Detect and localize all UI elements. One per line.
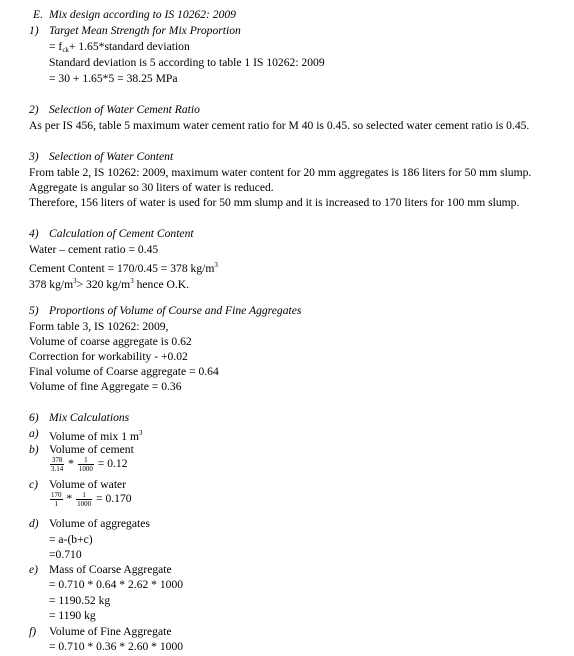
s3-line-1: From table 2, IS 10262: 2009, maximum water content for 20 mm aggregates is 186 liters for 50 mm slump. (29, 166, 532, 179)
s6-d-line-2: =0.710 (49, 548, 82, 561)
s6-b-result: = 0.12 (97, 457, 128, 471)
s6-c-f2-denominator: 1000 (77, 500, 92, 508)
s6-number: 6) (29, 411, 39, 424)
s1-formula-pre: = f (49, 40, 63, 53)
s6-c-letter: c) (29, 478, 39, 491)
s4-line-3-a: 378 kg/m (29, 278, 74, 291)
s5-line-2: Volume of coarse aggregate is 0.62 (29, 335, 192, 348)
s4-line-3-cube-b: 3 (130, 277, 134, 285)
s6-e-line-2: = 1190.52 kg (49, 594, 111, 607)
s6-c-operator: * (66, 492, 73, 506)
s6-a-label: Volume of mix 1 m (49, 430, 139, 443)
s6-e-text: Mass of Coarse Aggregate (49, 563, 172, 576)
s3-line-3: Therefore, 156 liters of water is used for 50 mm slump and it is increased to 170 liters for 100 mm slump. (29, 196, 520, 209)
s5-title: Proportions of Volume of Course and Fine Aggregates (49, 304, 302, 317)
s1-formula-post: + 1.65*standard deviation (68, 40, 190, 53)
s6-title: Mix Calculations (49, 411, 130, 424)
s5-line-3: Correction for workability - +0.02 (29, 350, 188, 363)
s1-title: Target Mean Strength for Mix Proportion (49, 24, 241, 37)
s6-a-sup: 3 (138, 429, 143, 437)
s6-e-line-1: = 0.710 * 0.64 * 2.62 * 1000 (49, 578, 184, 591)
s2-line-1: As per IS 456, table 5 maximum water cement ratio for M 40 is 0.45. so selected water cement ratio is 0.45. (29, 119, 530, 132)
s6-b-operator: * (68, 457, 74, 471)
s6-c-fraction-1 (50, 491, 63, 508)
s6-d-text: Volume of aggregates (49, 517, 150, 530)
s3-number: 3) (29, 150, 39, 163)
s5-line-5: Volume of fine Aggregate = 0.36 (29, 380, 182, 393)
s6-b-f2-numerator: 1 (78, 456, 94, 465)
s6-c-fraction-2 (76, 491, 92, 508)
s6-b-formula (49, 456, 128, 473)
s4-line-2-text: Cement Content = 170/0.45 = 378 kg/m (29, 262, 215, 275)
s1-line-2: Standard deviation is 5 according to table 1 IS 10262: 2009 (49, 56, 325, 69)
s6-e-letter: e) (29, 563, 39, 576)
s6-b-f1-denominator: 3.14 (51, 465, 64, 473)
s4-line-1: Water – cement ratio = 0.45 (29, 243, 159, 256)
s6-f-line-1: = 0.710 * 0.36 * 2.60 * 1000 (49, 640, 184, 653)
s1-formula-sub: ck (62, 46, 69, 54)
s6-c-formula (49, 491, 132, 508)
s2-title: Selection of Water Cement Ratio (49, 103, 200, 116)
s6-b-f2-denominator: 1000 (78, 465, 93, 473)
section-heading-letter: E. (33, 8, 43, 21)
s3-line-2: Aggregate is angular so 30 liters of water is reduced. (29, 181, 274, 194)
section-heading-title: Mix design according to IS 10262: 2009 (49, 8, 236, 21)
s4-line-3-b: > 320 kg/m (76, 278, 131, 291)
s6-b-text: Volume of cement (49, 443, 134, 456)
s2-number: 2) (29, 103, 39, 116)
s6-c-result: = 0.170 (96, 492, 132, 506)
s6-a-letter: a) (29, 427, 39, 440)
s6-c-f1-denominator: 1 (54, 500, 58, 508)
s6-b-f1-numerator: 378 (51, 456, 63, 464)
s6-d-line-1: = a-(b+c) (49, 533, 93, 546)
s5-line-4: Final volume of Coarse aggregate = 0.64 (29, 365, 219, 378)
s4-line-3 (29, 274, 189, 293)
s6-b-letter: b) (29, 443, 39, 456)
s4-line-3-cube-a: 3 (73, 277, 77, 285)
s1-number: 1) (29, 24, 39, 37)
s6-c-f2-numerator: 1 (76, 491, 92, 500)
s5-number: 5) (29, 304, 39, 317)
s6-e-line-3: = 1190 kg (49, 609, 96, 622)
s4-line-3-c: hence O.K. (133, 278, 190, 291)
s6-c-text: Volume of water (49, 478, 127, 491)
s6-f-text: Volume of Fine Aggregate (49, 625, 172, 638)
s6-b-fraction-1 (50, 456, 64, 473)
s6-b-fraction-2 (78, 456, 94, 473)
s5-line-1: Form table 3, IS 10262: 2009, (29, 320, 169, 333)
s6-f-letter: f) (29, 625, 37, 638)
s6-d-letter: d) (29, 517, 39, 530)
s1-line-3: = 30 + 1.65*5 = 38.25 MPa (49, 72, 178, 85)
s6-c-f1-numerator: 170 (51, 491, 62, 499)
s4-line-2-cube: 3 (214, 261, 218, 269)
s4-number: 4) (29, 227, 39, 240)
s4-title: Calculation of Cement Content (49, 227, 194, 240)
s3-title: Selection of Water Content (49, 150, 174, 163)
